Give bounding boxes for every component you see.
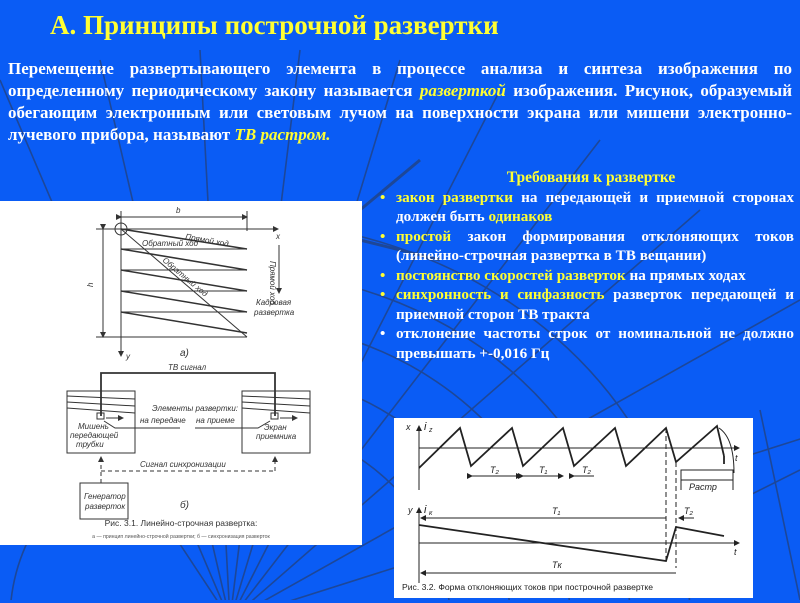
label-h: h bbox=[86, 282, 95, 287]
figure1-caption: Рис. 3.1. Линейно-строчная развертка: bbox=[104, 518, 258, 528]
line-scan-diagram-svg bbox=[0, 201, 362, 545]
label-tv-signal: ТВ сигнал bbox=[168, 363, 207, 372]
requirement-text: разверток передающей и приемной сторон ТВ тракта bbox=[396, 286, 794, 323]
label-T2-bottom: T₂ bbox=[684, 506, 693, 516]
bullet-icon: • bbox=[380, 286, 386, 303]
requirement-text: отклонение частоты строк от номинальной не должно превышать +-0,016 Гц bbox=[396, 325, 794, 362]
label-raster: Растр bbox=[689, 482, 717, 492]
intro-text-part2: изображения. Рисунок, образуемый обегающим электронным или световым лучом на поверхности экрана или мишени электронно-лучевого прибора, называют bbox=[8, 81, 792, 144]
label-target-1: Мишень bbox=[78, 422, 109, 431]
label-generator-1: Генератор bbox=[84, 492, 126, 501]
label-frame-scan-1: Кадровая bbox=[256, 298, 292, 307]
requirement-highlight: закон развертки bbox=[396, 188, 513, 206]
intro-text-part1: Перемещение развертывающего элемента в процессе анализа и синтеза изображения по определенному периодическому закону называется bbox=[8, 59, 792, 100]
requirement-highlight-2: одинаков bbox=[488, 208, 553, 225]
requirements-section bbox=[378, 168, 794, 363]
requirements-list bbox=[378, 188, 794, 364]
label-iz: i bbox=[424, 421, 427, 433]
label-target-2: передающей bbox=[70, 431, 119, 440]
label-forward-stroke: Прямой ход bbox=[184, 232, 230, 249]
figure-line-scan-diagram bbox=[0, 201, 362, 545]
requirement-item bbox=[378, 285, 794, 324]
label-t-top: t bbox=[735, 453, 738, 463]
intro-term-raster: ТВ растром. bbox=[234, 125, 331, 144]
label-back-stroke: Обратный ход bbox=[142, 239, 199, 248]
intro-term-scan: разверткой bbox=[419, 81, 506, 100]
bullet-icon: • bbox=[380, 325, 386, 342]
label-x-axis: x bbox=[406, 422, 411, 432]
requirement-item bbox=[378, 266, 794, 286]
requirement-item bbox=[378, 227, 794, 266]
label-on-tx: на передаче bbox=[140, 416, 186, 425]
label-generator-2: разверток bbox=[85, 502, 126, 511]
label-t-bottom: t bbox=[734, 547, 737, 557]
bullet-icon: • bbox=[380, 188, 386, 206]
label-ik: i bbox=[424, 504, 427, 516]
requirements-title: Требования к развертке bbox=[506, 169, 676, 186]
label-y: y bbox=[126, 352, 130, 361]
requirement-highlight: простой bbox=[396, 227, 452, 245]
bullet-icon: • bbox=[380, 266, 386, 284]
label-screen-1: Экран bbox=[264, 423, 287, 432]
label-part-a: а) bbox=[180, 348, 189, 359]
label-T1-bottom: T₁ bbox=[552, 506, 561, 516]
label-sync-signal: Сигнал синхронизации bbox=[140, 460, 226, 469]
deflection-currents-svg bbox=[394, 418, 753, 598]
label-part-b: б) bbox=[180, 500, 189, 511]
label-elements: Элементы развертки: bbox=[152, 404, 238, 413]
label-on-rx: на приеме bbox=[196, 416, 235, 425]
label-iz-sub: z bbox=[429, 427, 433, 434]
label-x: x bbox=[276, 232, 280, 241]
requirement-item bbox=[378, 188, 794, 227]
label-b: b bbox=[176, 206, 181, 215]
label-ik-sub: к bbox=[429, 510, 433, 517]
label-Tk: Tк bbox=[552, 560, 562, 570]
figure2-caption: Рис. 3.2. Форма отклоняющих токов при построчной развертке bbox=[402, 582, 654, 592]
requirement-text: на прямых ходах bbox=[625, 266, 746, 284]
label-screen-2: приемника bbox=[256, 432, 297, 441]
figure1-subcaption: а — принцип линейно-строчной развертки; б — синхронизация разверток bbox=[92, 534, 270, 540]
requirement-text: закон формирования отклоняющих токов (линейно-строчная развертка в ТВ вещании) bbox=[396, 227, 794, 264]
label-T2-b: T₂ bbox=[582, 465, 591, 475]
label-T2-a: T₂ bbox=[490, 465, 499, 475]
label-back-diag: Обратный ход bbox=[160, 255, 210, 299]
requirement-highlight: синхронность и синфазность bbox=[396, 286, 605, 303]
label-y-axis: y bbox=[408, 505, 413, 515]
label-target-3: трубки bbox=[76, 440, 104, 449]
label-frame-forward: Прямой ход bbox=[268, 261, 277, 305]
requirement-text: на передающей и приемной сторонах должен быть bbox=[396, 188, 794, 225]
requirement-item bbox=[378, 324, 794, 363]
intro-paragraph bbox=[8, 58, 792, 146]
bullet-icon: • bbox=[380, 227, 386, 245]
figure-deflection-currents bbox=[394, 418, 753, 598]
requirement-highlight: постоянство скоростей разверток bbox=[396, 266, 626, 284]
slide-title: А. Принципы построчной развертки bbox=[50, 10, 499, 40]
label-T1-a: T₁ bbox=[539, 465, 548, 475]
label-frame-scan-2: развертка bbox=[254, 308, 295, 317]
